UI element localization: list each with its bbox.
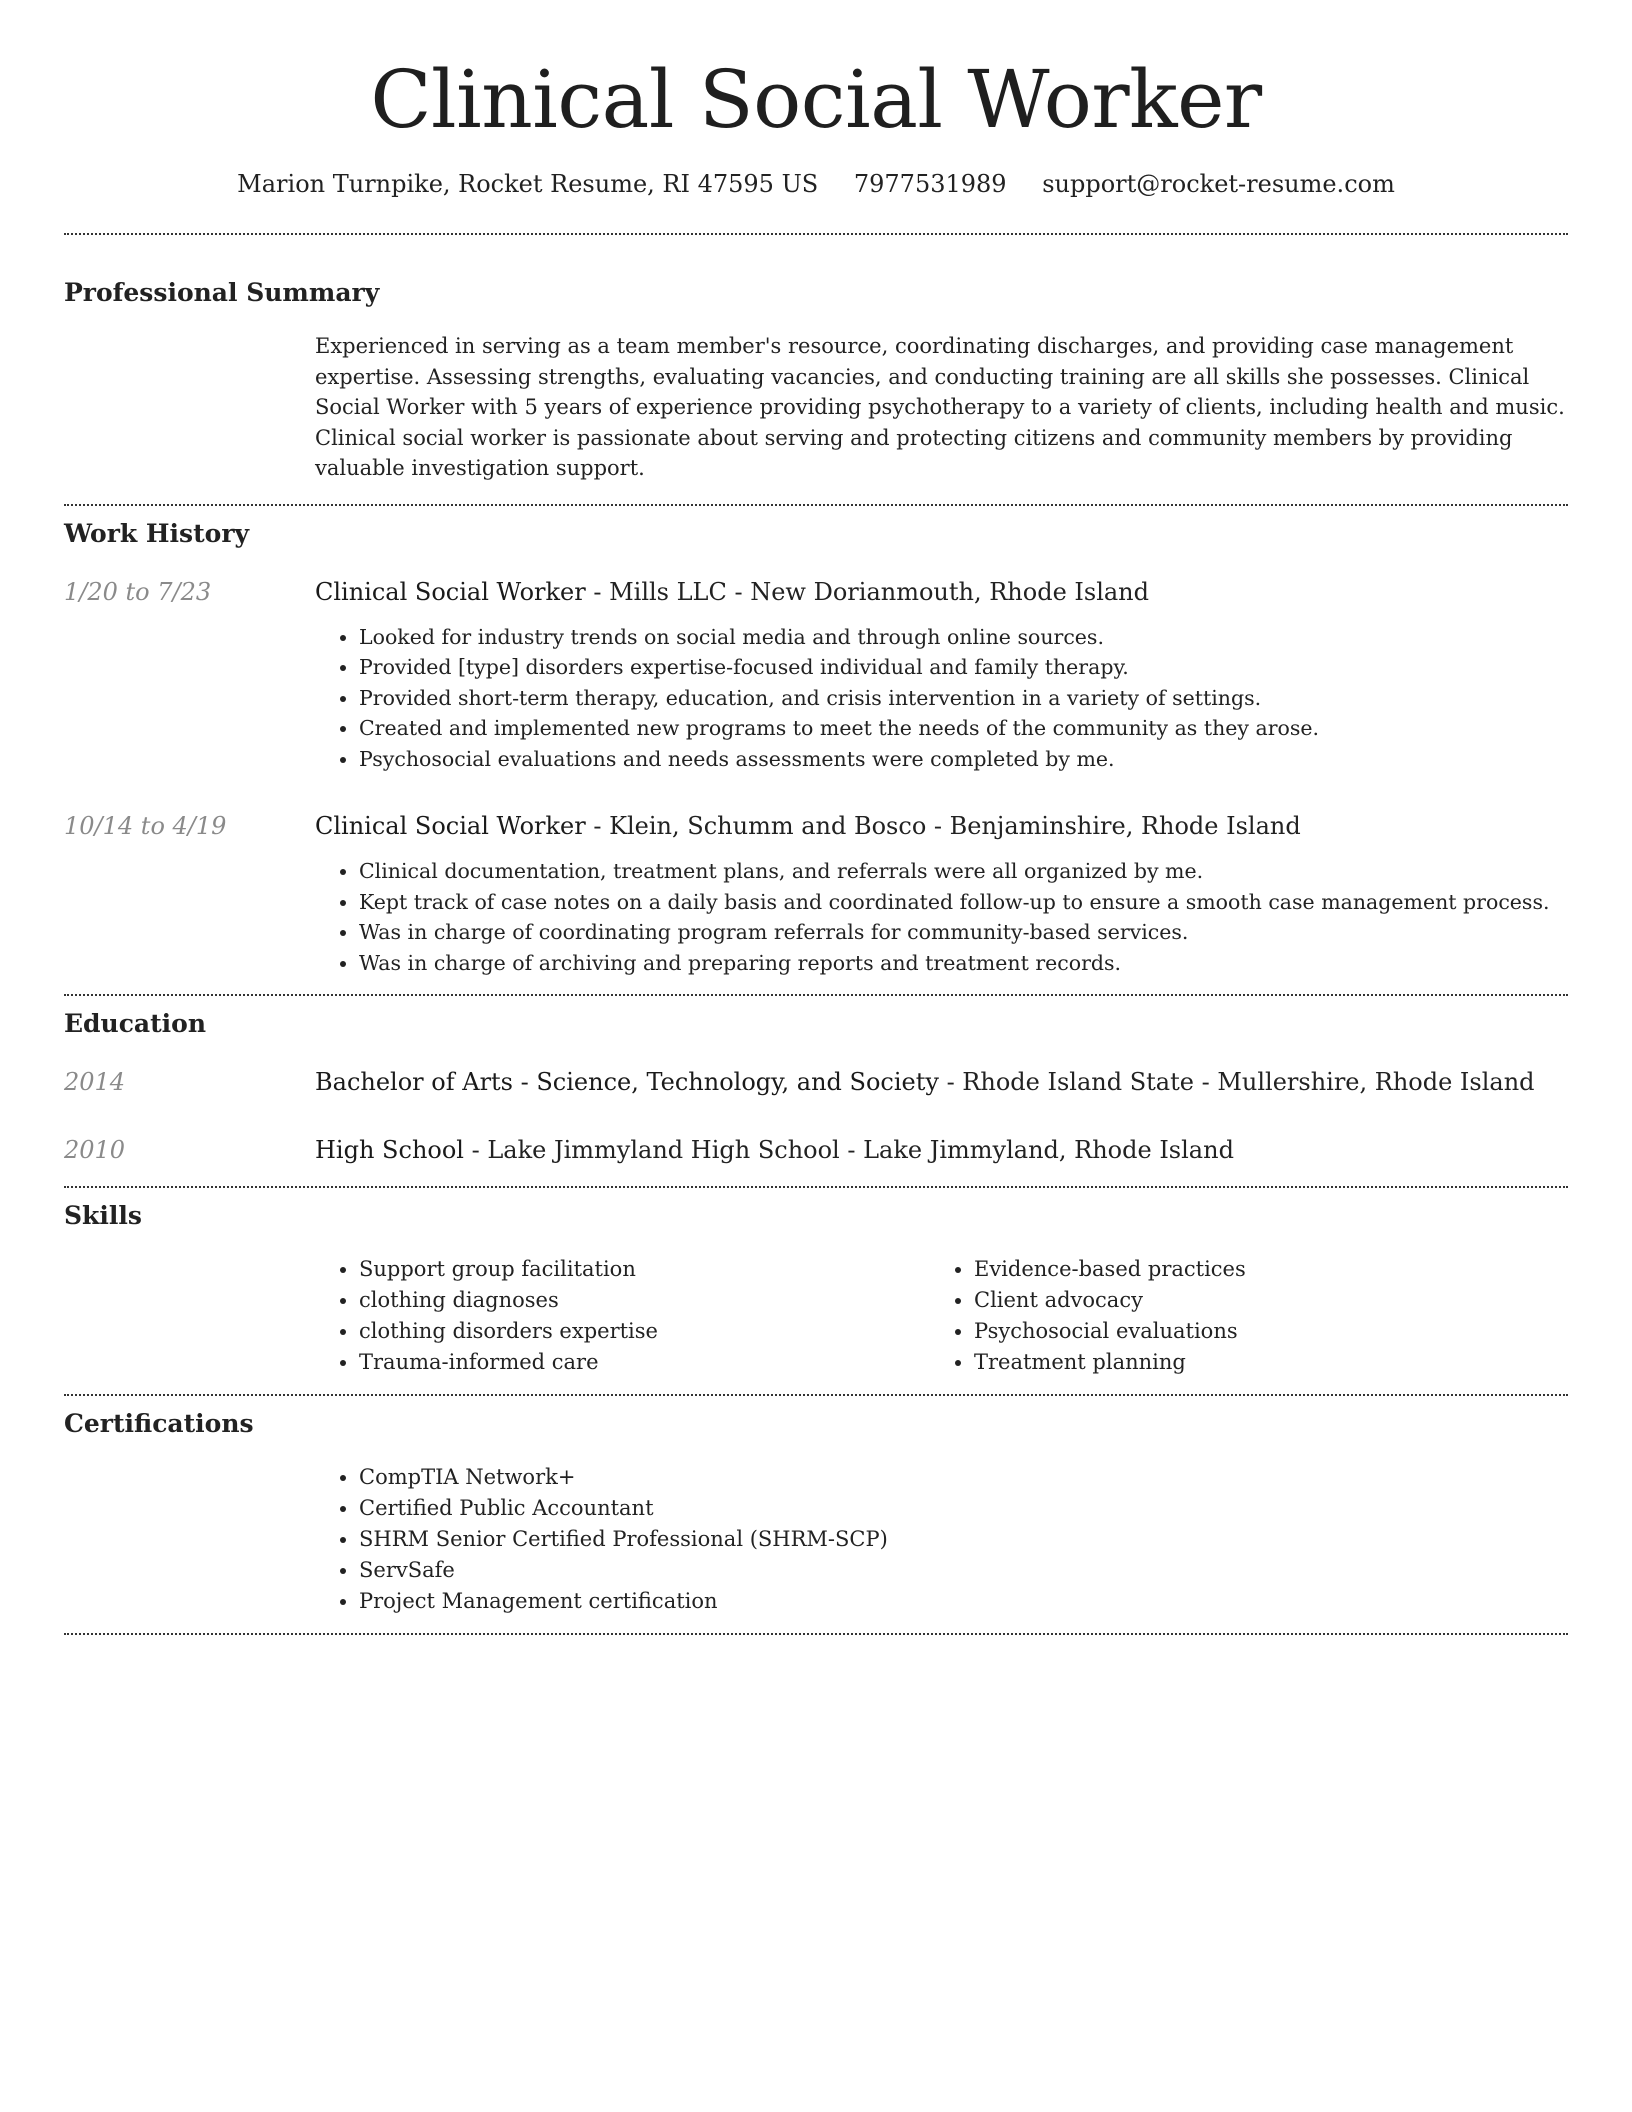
list-item: • CompTIA Network+: [359, 1462, 1568, 1493]
education-section: [64, 1008, 1568, 1166]
work-history-section: [64, 518, 1568, 979]
job-heading: [315, 576, 1568, 608]
list-item: • Client advocacy: [974, 1285, 1545, 1316]
job-title: Clinical Social Worker: [315, 577, 586, 606]
list-item: • Provided short-term therapy, education, and crisis intervention in a variety of settings.: [359, 683, 1568, 714]
divider: [64, 1186, 1568, 1188]
list-item: • ServSafe: [359, 1555, 1568, 1586]
work-history-heading: Work History: [64, 518, 250, 548]
job-bullets: [315, 622, 1568, 775]
list-item: • Support group facilitation: [359, 1254, 930, 1285]
list-item: • Was in charge of archiving and preparing reports and treatment records.: [359, 948, 1568, 979]
job-title: Clinical Social Worker: [315, 812, 586, 840]
job-heading: [315, 810, 1568, 842]
education-degree: Bachelor of Arts - Science, Technology, and Society: [315, 1068, 939, 1096]
divider: [64, 504, 1568, 506]
education-entry: [64, 1134, 1568, 1166]
resume-page: [64, 0, 1568, 1635]
job-entry: [64, 576, 1568, 775]
list-item: • Kept track of case notes on a daily basis and coordinated follow-up to ensure a smooth case management process.: [359, 887, 1568, 918]
contact-email[interactable]: support@rocket-resume.com: [1042, 170, 1395, 198]
education-degree: High School: [315, 1136, 464, 1164]
education-details: - Lake Jimmyland High School - Lake Jimmyland, Rhode Island: [463, 1136, 1234, 1164]
skills-grid: [315, 1254, 1568, 1378]
certifications-list: [315, 1462, 1568, 1617]
list-item: • Created and implemented new programs to meet the needs of the community as they arose.: [359, 713, 1568, 744]
list-item: • Trauma-informed care: [359, 1347, 930, 1378]
contact-address: Marion Turnpike, Rocket Resume, RI 47595 US: [237, 170, 819, 198]
job-entry: [64, 810, 1568, 978]
job-bullets: [315, 856, 1568, 978]
list-item: • clothing diagnoses: [359, 1285, 930, 1316]
skills-heading: Skills: [64, 1201, 142, 1230]
resume-title: Clinical Social Worker: [370, 53, 1262, 146]
job-details: - Mills LLC - New Dorianmouth, Rhode Island: [585, 577, 1149, 606]
summary-text: Experienced in serving as a team member's resource, coordinating discharges, and providing case management expertise. Assessing strengths, evaluating vacancies, and conducting training are all skills she possesses. Clinical Social Worker with 5 years of experience providing psychotherapy to a variety of clients, including health and music. Clinical social worker is passionate about serving and protecting citizens and community members by providing valuable investigation support.: [315, 334, 1565, 480]
list-item: • Provided [type] disorders expertise-focused individual and family therapy.: [359, 652, 1568, 683]
list-item: • Psychosocial evaluations: [974, 1316, 1545, 1347]
list-item: • Psychosocial evaluations and needs assessments were completed by me.: [359, 744, 1568, 775]
divider: [64, 1633, 1568, 1635]
education-details: - Rhode Island State - Mullershire, Rhode Island: [938, 1068, 1535, 1096]
list-item: • Certified Public Accountant: [359, 1493, 1568, 1524]
summary-section: [64, 277, 1568, 484]
education-heading-line: [315, 1066, 1568, 1098]
divider: [64, 233, 1568, 235]
list-item: • Treatment planning: [974, 1347, 1545, 1378]
certifications-heading: Certifications: [64, 1409, 254, 1438]
list-item: • Was in charge of coordinating program referrals for community-based services.: [359, 917, 1568, 948]
education-year: 2010: [64, 1136, 126, 1164]
skills-list-left: [315, 1254, 930, 1378]
list-item: • SHRM Senior Certified Professional (SHRM-SCP): [359, 1524, 1568, 1555]
job-dates: 1/20 to 7/23: [64, 577, 212, 606]
job-details: - Klein, Schumm and Bosco - Benjaminshire, Rhode Island: [585, 812, 1301, 840]
list-item: • clothing disorders expertise: [359, 1316, 930, 1347]
education-heading-line: [315, 1134, 1568, 1166]
skills-section: [64, 1200, 1568, 1378]
list-item: • Project Management certification: [359, 1586, 1568, 1617]
contact-phone: 7977531989: [853, 170, 1007, 198]
education-year: 2014: [64, 1068, 126, 1096]
list-item: • Clinical documentation, treatment plans, and referrals were all organized by me.: [359, 856, 1568, 887]
summary-heading: Professional Summary: [64, 278, 380, 307]
certifications-section: [64, 1408, 1568, 1617]
contact-line: [64, 168, 1568, 200]
divider: [64, 1394, 1568, 1396]
list-item: • Looked for industry trends on social media and through online sources.: [359, 622, 1568, 653]
job-dates: 10/14 to 4/19: [64, 812, 227, 840]
education-heading: Education: [64, 1009, 207, 1038]
list-item: • Evidence-based practices: [974, 1254, 1545, 1285]
education-entry: [64, 1066, 1568, 1098]
skills-list-right: [930, 1254, 1545, 1378]
divider: [64, 994, 1568, 996]
